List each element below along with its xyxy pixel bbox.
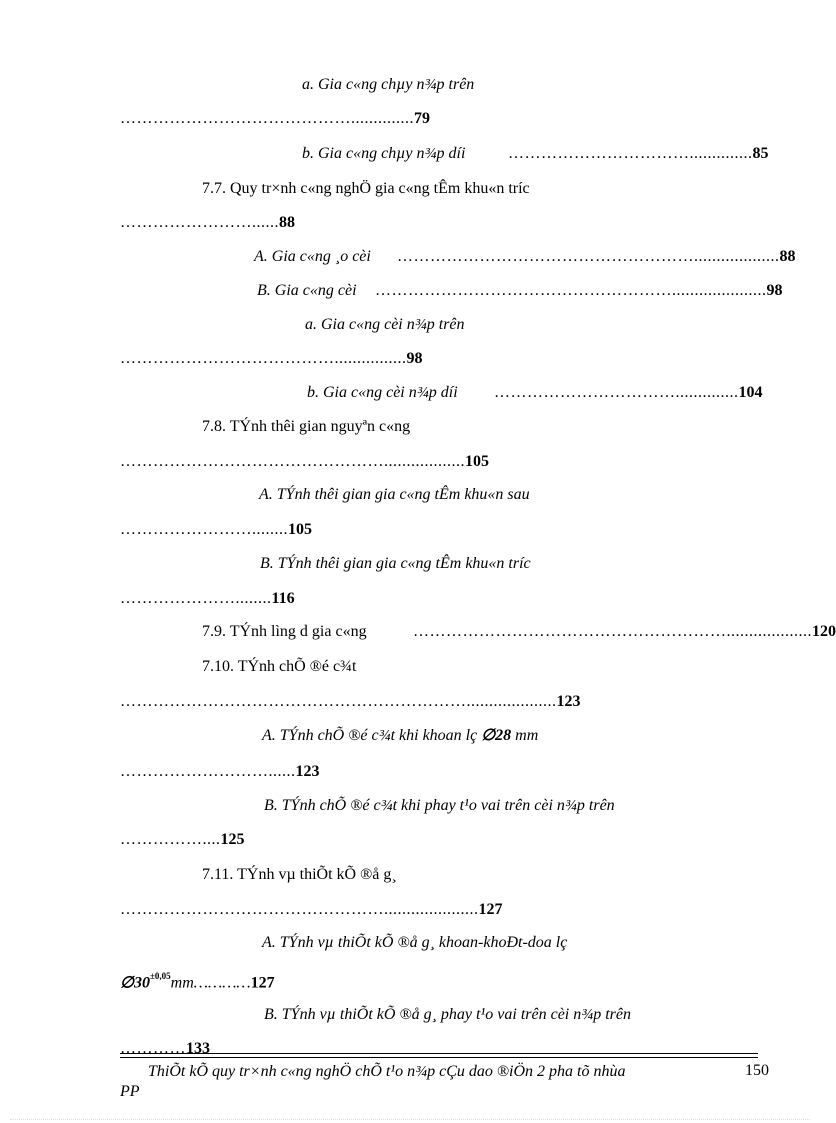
footer-title-line2: PP	[120, 1083, 140, 1100]
toc-dots: …………………………………………..................	[120, 453, 465, 470]
toc-page-number: 79	[414, 110, 430, 127]
toc-entry-text: 7.11. TÝnh vµ thiÕt kÕ ®å g¸	[202, 866, 397, 883]
toc-entry-text: 7.8. TÝnh thêi gian nguyªn c«ng	[202, 418, 411, 435]
toc-entry-text: B. TÝnh thêi gian gia c«ng tÊm khu«n tríc	[260, 555, 531, 572]
toc-entry	[264, 797, 615, 815]
toc-dots: ……………………………………..............	[120, 110, 414, 127]
toc-entry-text: 7.7. Quy tr×nh c«ng nghÖ gia c«ng tÊm khu«n tríc	[202, 180, 530, 197]
toc-entry-text: A. Gia c«ng ¸o cèi	[254, 248, 371, 265]
toc-entry	[260, 555, 531, 573]
toc-leader	[120, 693, 581, 711]
toc-section-heading	[202, 418, 410, 436]
toc-dots: …………………........	[120, 590, 272, 607]
toc-section-heading	[202, 180, 530, 198]
toc-entry	[254, 248, 371, 266]
footer-rule-thin	[120, 1057, 758, 1058]
toc-page-number: 85	[752, 145, 769, 162]
toc-leader	[508, 145, 769, 163]
toc-leader	[120, 521, 312, 539]
toc-leader	[120, 969, 275, 992]
toc-entry-text: B. TÝnh vµ thiÕt kÕ ®å g¸ phay t¹o vai trên cèi n¾p trên	[264, 1006, 632, 1023]
toc-dots: ……………....	[120, 831, 221, 848]
toc-entry-text: b. Gia c«ng cèi n¾p díi	[307, 384, 458, 401]
toc-page-number: 88	[779, 248, 796, 265]
toc-page-number: 123	[295, 763, 320, 780]
toc-page-number: 104	[738, 384, 763, 401]
toc-leader	[120, 350, 423, 368]
toc-entry	[305, 316, 465, 334]
toc-leader	[120, 590, 295, 608]
toc-dots: ……………………........	[120, 521, 288, 538]
page-footer	[120, 1062, 770, 1102]
diameter-symbol: ∅28	[481, 727, 512, 744]
toc-dots: ………………………………………………………....................	[120, 693, 557, 710]
toc-leader	[120, 214, 295, 232]
toc-section-heading	[202, 866, 397, 884]
toc-dots: ……………………………………………….....................	[375, 282, 767, 299]
toc-entry	[302, 76, 474, 94]
toc-entry-unit: mm	[511, 727, 539, 744]
toc-entry	[257, 282, 357, 300]
toc-dots: ………………………......	[120, 763, 296, 780]
toc-entry	[262, 934, 567, 952]
toc-entry	[307, 384, 458, 402]
toc-entry	[262, 727, 538, 745]
toc-dots: …………………………………................	[120, 350, 407, 367]
diameter-symbol: ∅30	[120, 974, 150, 992]
toc-entry-text: 7.9. TÝnh lìng d gia c«ng	[202, 623, 367, 640]
toc-entry-text: 7.10. TÝnh chÕ ®é c¾t	[202, 658, 357, 675]
toc-entry	[259, 486, 530, 504]
toc-dots: ………………………………………….....................	[120, 901, 479, 918]
toc-leader	[120, 453, 489, 471]
toc-entry	[264, 1006, 631, 1024]
toc-entry-unit: mm…………	[170, 974, 251, 992]
toc-leader	[494, 384, 763, 402]
toc-page-number: 127	[478, 901, 503, 918]
toc-page-number: 120	[812, 623, 836, 640]
toc-section-heading	[202, 658, 357, 676]
toc-entry-text: B. Gia c«ng cèi	[257, 282, 357, 299]
toc-page-number: 127	[250, 974, 275, 992]
toc-page-number: 98	[406, 350, 423, 367]
toc-leader	[120, 901, 503, 919]
toc-entry-text: A. TÝnh thêi gian gia c«ng tÊm khu«n sau	[259, 486, 530, 503]
toc-leader	[375, 282, 783, 300]
toc-leader	[120, 831, 245, 849]
toc-leader	[120, 110, 430, 128]
toc-dots: ……………………………..............	[508, 145, 753, 162]
toc-entry-text: B. TÝnh chÕ ®é c¾t khi phay t¹o vai trên cèi n¾p trên	[264, 797, 615, 814]
toc-page-number: 98	[766, 282, 783, 299]
toc-entry-text: a. Gia c«ng chµy n¾p trên	[302, 76, 475, 93]
toc-page-number: 133	[186, 1040, 210, 1057]
toc-page-number: 125	[220, 831, 245, 848]
toc-leader	[413, 623, 836, 641]
bottom-dotted-border	[10, 1119, 810, 1120]
toc-entry-text: b. Gia c«ng chµy n¾p díi	[302, 145, 466, 162]
toc-entry-text: a. Gia c«ng cèi n¾p trên	[305, 316, 465, 333]
toc-page-number: 88	[279, 214, 295, 231]
page-number: 150	[745, 1062, 769, 1079]
toc-entry-text: A. TÝnh chÕ ®é c¾t khi khoan lç	[262, 727, 482, 744]
toc-dots: ………………………………………………...................	[397, 248, 780, 265]
toc-page-number: 105	[288, 521, 312, 538]
footer-title-line1: ThiÕt kÕ quy tr×nh c«ng nghÖ chÕ t¹o n¾p cÇu dao ®iÖn 2 pha tõ nhùa	[148, 1063, 626, 1080]
toc-entry	[302, 145, 465, 163]
toc-page-number: 116	[271, 590, 295, 607]
toc-section-heading	[202, 623, 367, 641]
toc-entry-text: A. TÝnh vµ thiÕt kÕ ®å g¸ khoan-khoÐt-doa lç	[262, 934, 568, 951]
toc-page-number: 105	[465, 453, 489, 470]
toc-dots: ……………………......	[120, 214, 279, 231]
toc-dots: ……………………………..............	[494, 384, 739, 401]
toc-dots: …………………………………………………...................	[413, 623, 812, 640]
toc-page-number: 123	[556, 693, 581, 710]
toc-dots: …………	[120, 1040, 186, 1057]
toc-leader	[120, 763, 320, 781]
tolerance-superscript: ±0,05	[149, 971, 171, 981]
footer-rule	[120, 1053, 758, 1054]
toc-leader	[397, 248, 796, 266]
toc-leader	[120, 1040, 210, 1058]
